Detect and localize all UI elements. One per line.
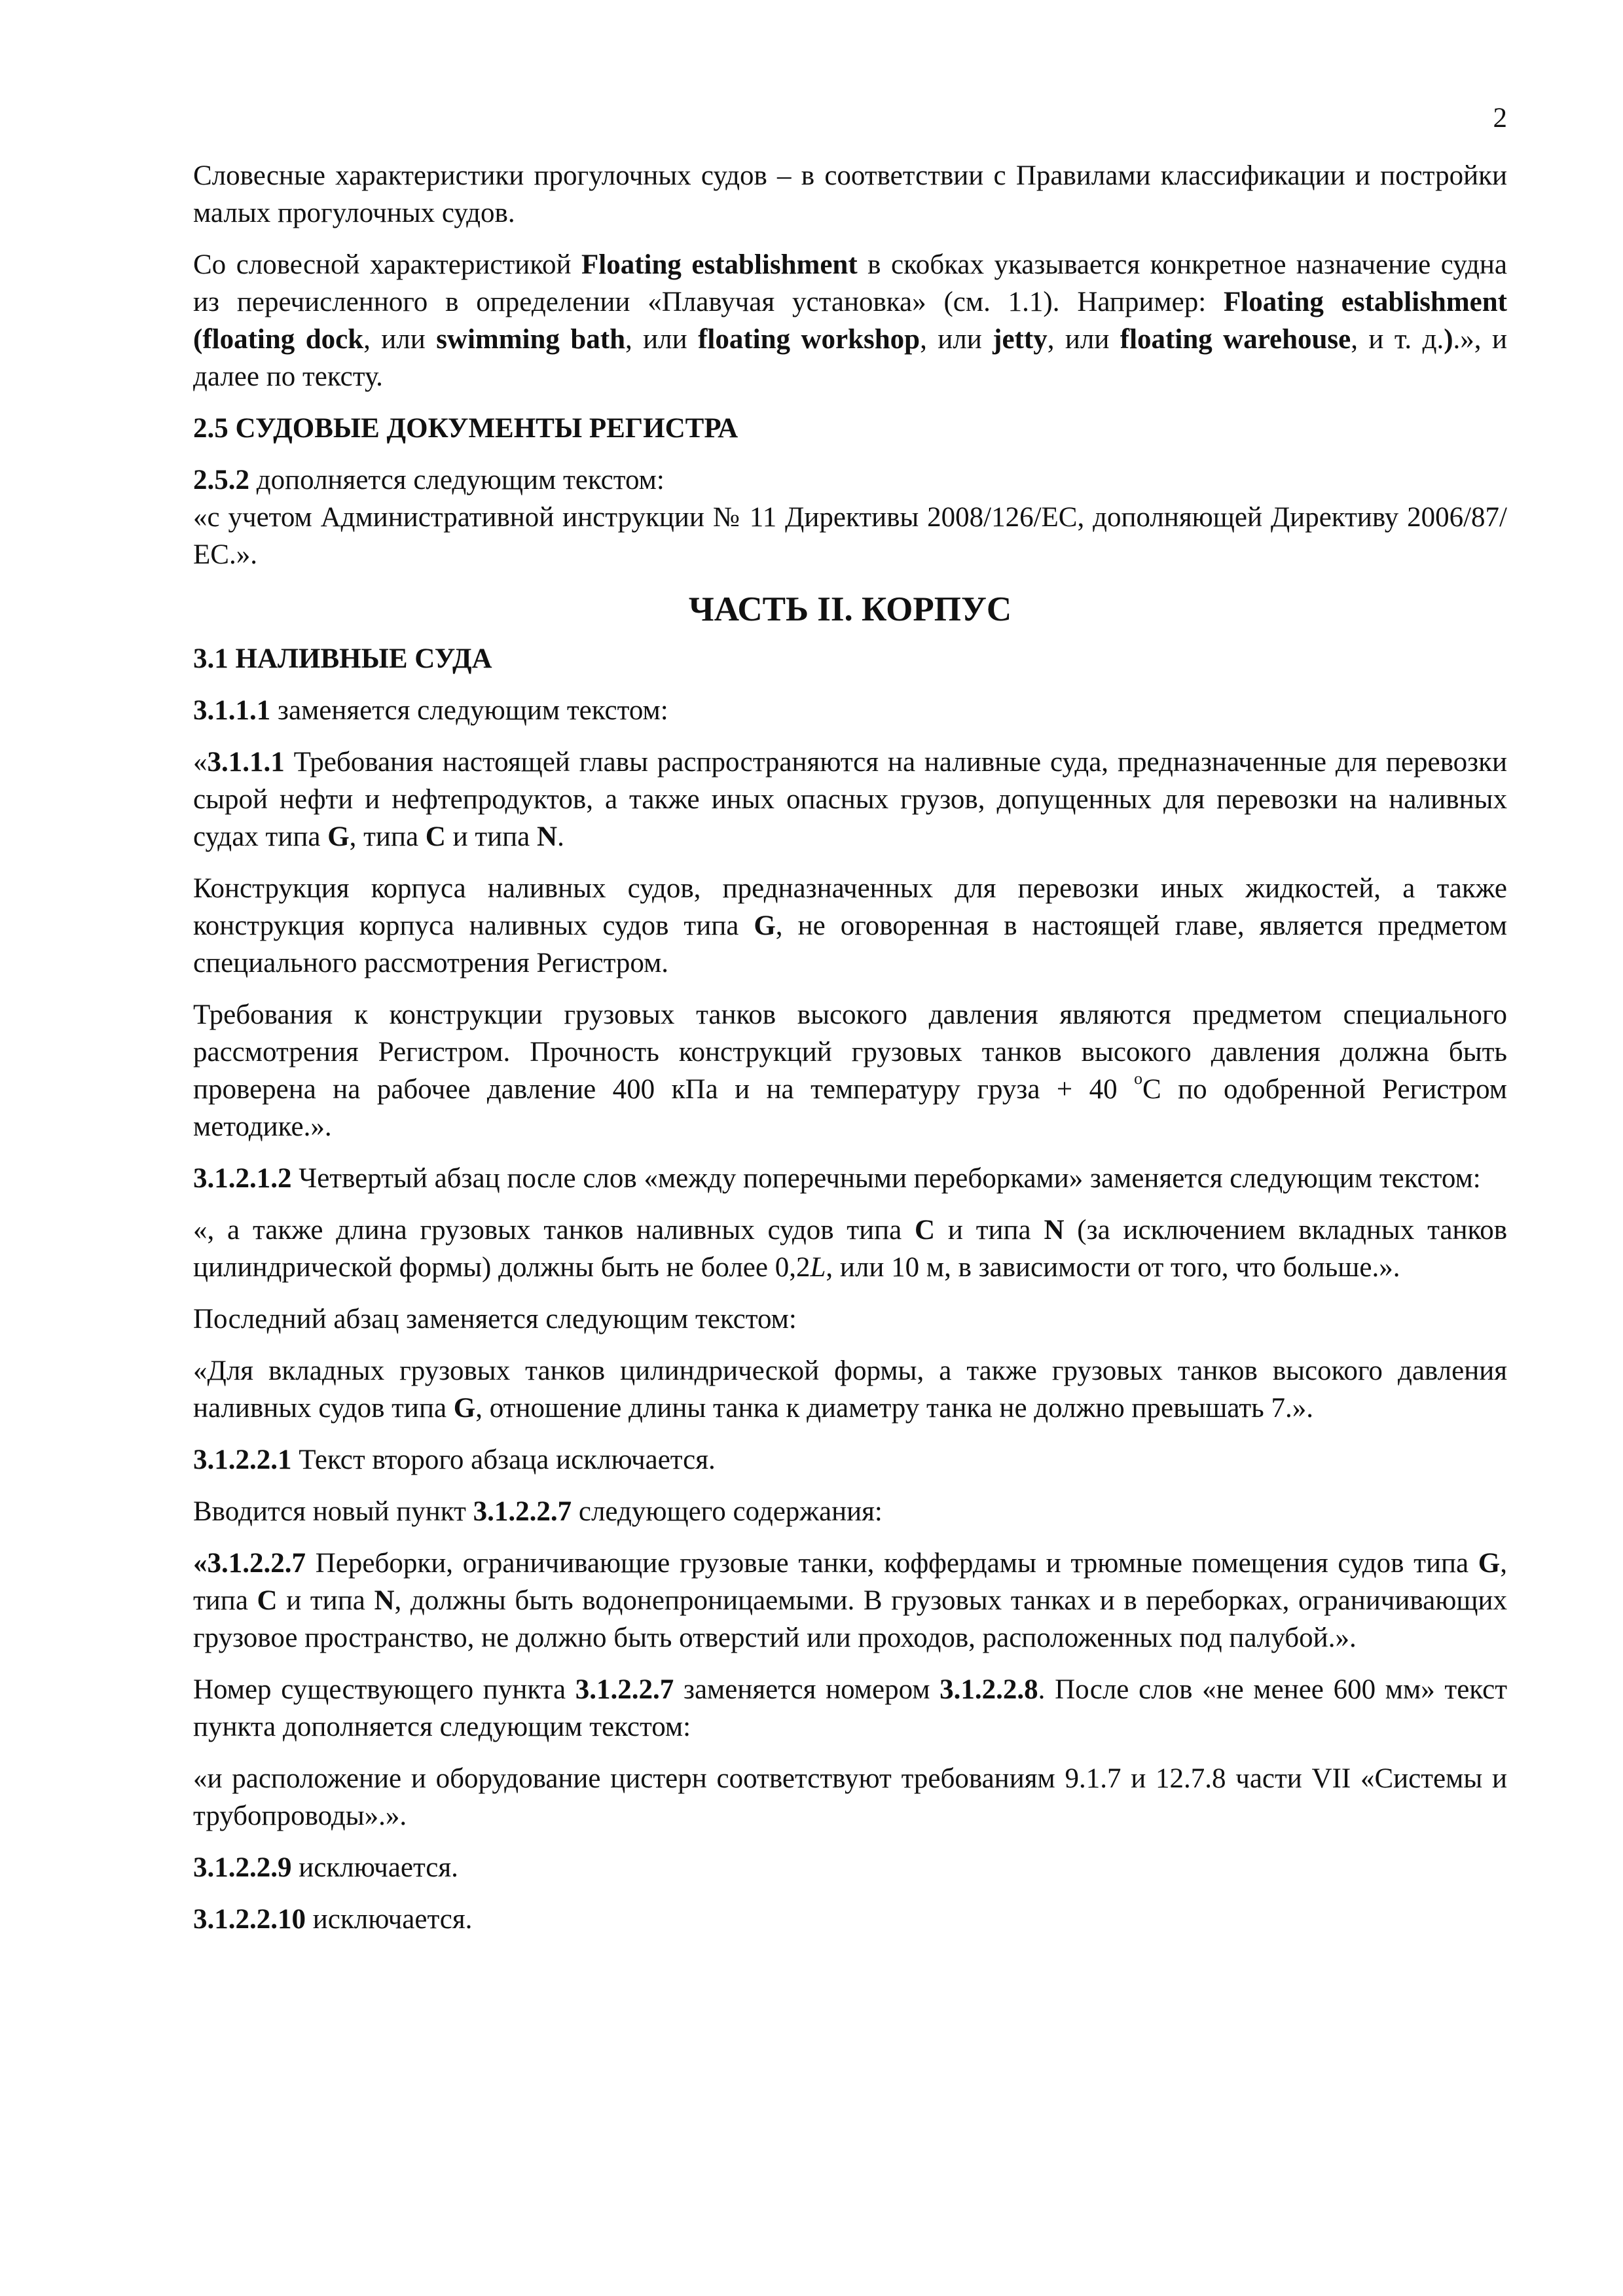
paragraph-high-pressure-tanks: Требования к конструкции грузовых танков высокого давления являются предметом специального рассмотрения Регистром. Прочность конструкций грузовых танков высокого давления должна быть проверена на рабочее давление 400 кПа и на температуру груза + 40 $^о$С по одобренной Регистром методике.». — [193, 999, 1507, 1142]
paragraph-2-5-2: 2.5.2 дополняется следующим текстом: — [193, 465, 665, 495]
paragraph-cylindrical-tanks: «Для вкладных грузовых танков цилиндрической формы, а также грузовых танков высокого давления наливных судов типа G, отношение длины танка к диаметру танка не должно превышать 7.». — [193, 1355, 1507, 1424]
paragraph-last-abzac: Последний абзац заменяется следующим текстом: — [193, 1304, 797, 1335]
page-number: 2 — [1493, 103, 1507, 134]
paragraph-pleasure-craft: Словесные характеристики прогулочных судов – в соответствии с Правилами классификации и постройки малых прогулочных судов. — [193, 160, 1507, 228]
section-heading-3-1: 3.1 НАЛИВНЫЕ СУДА — [193, 643, 492, 674]
paragraph-3-1-2-2-9: 3.1.2.2.9 исключается. — [193, 1852, 458, 1883]
paragraph-cisterns: «и расположение и оборудование цистерн соответствуют требованиям 9.1.7 и 12.7.8 части VII «Системы и трубопроводы».». — [193, 1763, 1507, 1831]
paragraph-renumber: Номер существующего пункта 3.1.2.2.7 заменяется номером 3.1.2.2.8. После слов «не менее 600 мм» текст пункта дополняется следующим текстом: — [193, 1674, 1507, 1742]
paragraph-hull-construction: Конструкция корпуса наливных судов, предназначенных для перевозки иных жидкостей, а также конструкция корпуса наливных судов типа G, не оговоренная в настоящей главе, является предметом специального рассмотрения Регистром. — [193, 873, 1507, 978]
part-title: ЧАСТЬ II. КОРПУС — [688, 590, 1012, 628]
paragraph-directive-quote: «с учетом Административной инструкции № 11 Директивы 2008/126/ЕС, дополняющей Директиву 2006/87/ЕС.». — [193, 502, 1507, 570]
paragraph-floating-establishment: Со словесной характеристикой Floating establishment в скобках указывается конкретное назначение судна из перечисленного в определении «Плавучая установка» (см. 1.1). Например: Floating establishment (floating dock, или swimming bath, или floating workshop, или jetty, или floating warehouse, и т. д.).», и далее по тексту. — [193, 249, 1507, 392]
paragraph-3-1-2-1-2: 3.1.2.1.2 Четвертый абзац после слов «между поперечными переборками» заменяется следующим текстом: — [193, 1163, 1481, 1194]
paragraph-3-1-2-2-1: 3.1.2.2.1 Текст второго абзаца исключается. — [193, 1444, 716, 1475]
paragraph-3-1-2-2-7-text: «3.1.2.2.7 Переборки, ограничивающие грузовые танки, коффердамы и трюмные помещения судов типа G, типа C и типа N, должны быть водонепроницаемыми. В грузовых танках и в переборках, ограничивающих грузовое пространство, не должно быть отверстий или проходов, расположенных под палубой.». — [193, 1548, 1507, 1653]
paragraph-tank-length: «, а также длина грузовых танков наливных судов типа C и типа N (за исключением вкладных танков цилиндрической формы) должны быть не более 0,2L, или 10 м, в зависимости от того, что больше.». — [193, 1215, 1508, 1283]
section-heading-2-5: 2.5 СУДОВЫЕ ДОКУМЕНТЫ РЕГИСТРА — [193, 413, 739, 444]
paragraph-3-1-1-1-text: «3.1.1.1 Требования настоящей главы распространяются на наливные суда, предназначенные для перевозки сырой нефти и нефтепродуктов, а также иных опасных грузов, допущенных для перевозки на наливных судах типа G, типа C и типа N. — [193, 747, 1507, 852]
paragraph-3-1-1-1-intro: 3.1.1.1 заменяется следующим текстом: — [193, 695, 668, 726]
paragraph-new-3-1-2-2-7: Вводится новый пункт 3.1.2.2.7 следующего содержания: — [193, 1496, 883, 1527]
paragraph-3-1-2-2-10: 3.1.2.2.10 исключается. — [193, 1904, 473, 1935]
